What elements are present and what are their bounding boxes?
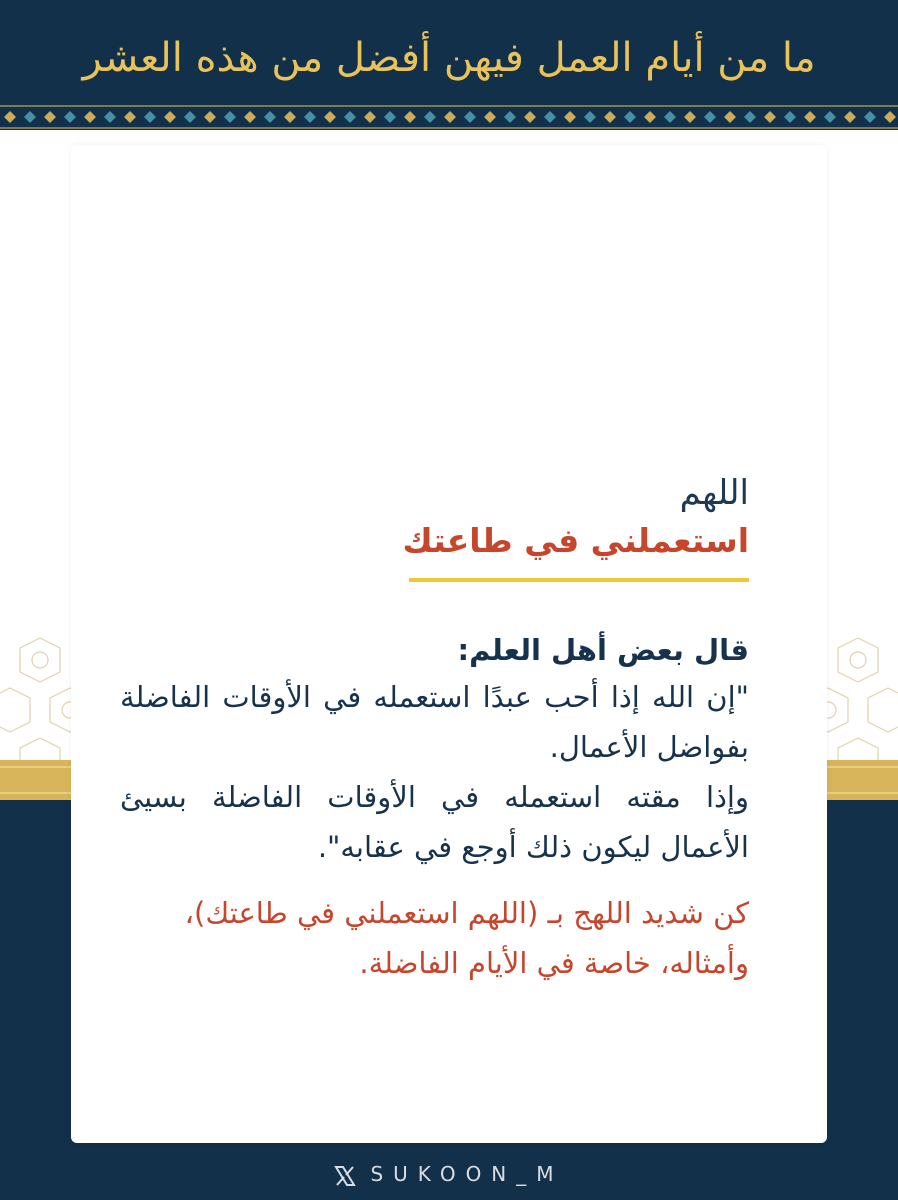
- quote-intro: قال بعض أهل العلم:: [457, 633, 749, 667]
- prayer-word: اللهم: [679, 473, 749, 513]
- card-content: [120, 470, 749, 988]
- heading-underline: [409, 578, 749, 582]
- quote-paragraph-1: "إن الله إذا أحب عبدًا استعمله في الأوقات الفاضلة بفواضل الأعمال.: [120, 680, 749, 764]
- advice-text: كن شديد اللهج بـ (اللهم استعملني في طاعتك)، وأمثاله، خاصة في الأيام الفاضلة.: [184, 896, 749, 980]
- header-title: ما من أيام العمل فيهن أفضل من هذه العشر: [82, 35, 816, 81]
- header-ornament-band: [0, 104, 898, 130]
- prayer-heading: استعملني في طاعتك: [402, 521, 749, 560]
- x-logo-icon: [334, 1165, 356, 1187]
- handle-text: SUKOON_M: [370, 1162, 564, 1186]
- header-banner: [0, 0, 898, 130]
- quote-paragraph-2: وإذا مقته استعمله في الأوقات الفاضلة بسيئ الأعمال ليكون ذلك أوجع في عقابه".: [120, 780, 749, 864]
- signature: [0, 1162, 898, 1187]
